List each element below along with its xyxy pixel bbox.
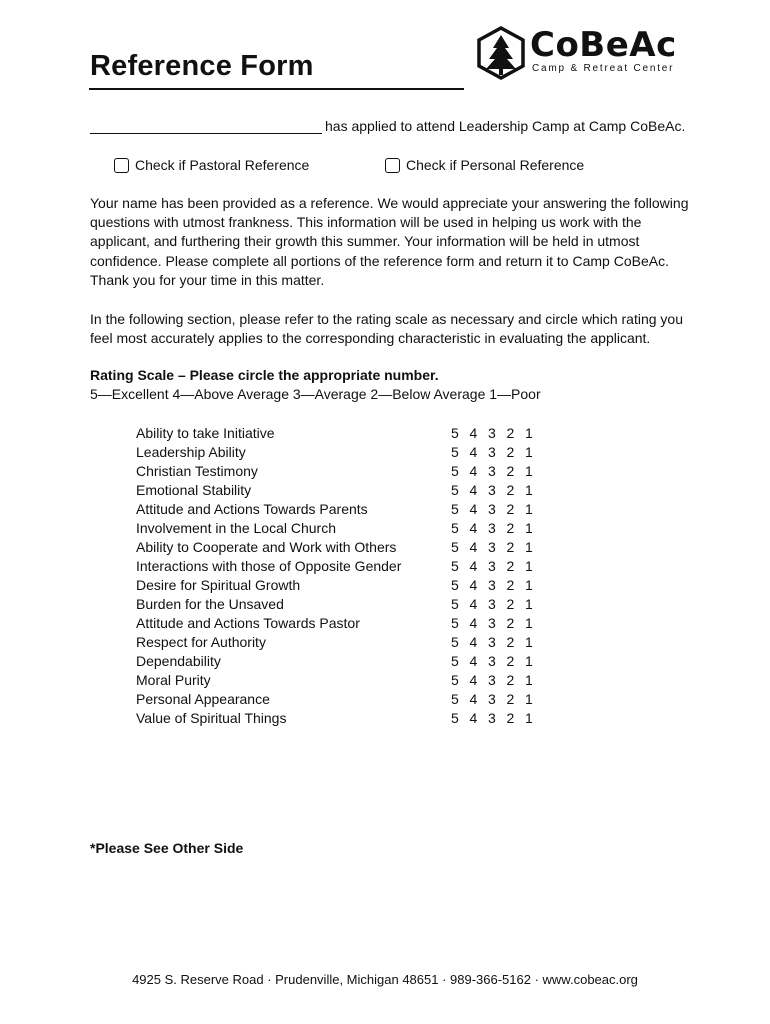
logo-wordmark: CoBeAc	[530, 25, 677, 65]
logo-subtitle: Camp & Retreat Center	[532, 63, 675, 74]
rating-options	[451, 558, 544, 574]
personal-reference-checkbox[interactable]	[385, 158, 400, 173]
rating-option-2[interactable]: 2	[506, 558, 515, 575]
rating-options	[451, 482, 544, 498]
rating-row	[136, 689, 544, 708]
rating-option-3[interactable]: 3	[488, 501, 496, 518]
instructions-paragraph: Your name has been provided as a reference. We would appreciate your answering the following questions with utmost frankness. This information will be used in helping us work with the applicant, and furthering their growth this summer. Your information will be held in utmost confidence. Please complete all portions of the reference form and return it to Camp CoBeAc. Thank you for your time in this matter.	[90, 195, 689, 288]
rating-row	[136, 651, 544, 670]
rating-row	[136, 708, 544, 727]
rating-item-label: Personal Appearance	[136, 690, 270, 707]
rating-option-2[interactable]: 2	[506, 709, 515, 726]
see-other-side-note: *Please See Other Side	[90, 840, 244, 856]
rating-option-2[interactable]: 2	[506, 652, 515, 669]
rating-option-1[interactable]: 1	[525, 633, 533, 650]
rating-options	[451, 615, 544, 631]
rating-option-5[interactable]: 5	[451, 633, 459, 650]
rating-list	[136, 424, 544, 727]
rating-row	[136, 538, 544, 557]
rating-option-2[interactable]: 2	[506, 425, 515, 442]
rating-option-3[interactable]: 3	[488, 576, 496, 593]
rating-row	[136, 557, 544, 576]
rating-options	[451, 501, 544, 517]
rating-option-5[interactable]: 5	[451, 690, 459, 707]
rating-option-2[interactable]: 2	[506, 520, 515, 537]
rating-option-1[interactable]: 1	[525, 614, 533, 631]
rating-option-5[interactable]: 5	[451, 482, 459, 499]
rating-option-4[interactable]: 4	[469, 690, 478, 707]
rating-options	[451, 444, 544, 460]
rating-option-3[interactable]: 3	[488, 425, 496, 442]
rating-item-label: Desire for Spiritual Growth	[136, 576, 301, 593]
rating-item-label: Involvement in the Local Church	[136, 520, 336, 537]
rating-row	[136, 462, 544, 481]
rating-option-5[interactable]: 5	[451, 614, 459, 631]
rating-option-3[interactable]: 3	[488, 614, 496, 631]
rating-row	[136, 576, 544, 595]
page-title: Reference Form	[90, 50, 314, 82]
pine-tree-hexagon-icon	[474, 26, 528, 80]
rating-option-1[interactable]: 1	[525, 652, 533, 669]
rating-options	[451, 653, 544, 669]
rating-row	[136, 443, 544, 462]
rating-option-5[interactable]: 5	[451, 444, 459, 461]
rating-option-3[interactable]: 3	[488, 558, 496, 575]
rating-option-1[interactable]: 1	[525, 425, 533, 442]
rating-option-4[interactable]: 4	[469, 539, 478, 556]
rating-option-2[interactable]: 2	[506, 595, 515, 612]
rating-row	[136, 481, 544, 500]
rating-option-4[interactable]: 4	[469, 482, 478, 499]
rating-item-label: Ability to Cooperate and Work with Others	[136, 539, 397, 556]
rating-option-5[interactable]: 5	[451, 539, 459, 556]
rating-option-1[interactable]: 1	[525, 709, 533, 726]
rating-option-1[interactable]: 1	[525, 595, 533, 612]
rating-options	[451, 520, 544, 536]
rating-option-5[interactable]: 5	[451, 576, 459, 593]
rating-options	[451, 539, 544, 555]
rating-option-4[interactable]: 4	[469, 501, 478, 518]
rating-option-2[interactable]: 2	[506, 482, 515, 499]
rating-option-2[interactable]: 2	[506, 671, 515, 688]
rating-options	[451, 710, 544, 726]
rating-option-5[interactable]: 5	[451, 520, 459, 537]
rating-option-5[interactable]: 5	[451, 501, 459, 518]
rating-options	[451, 634, 544, 650]
rating-option-3[interactable]: 3	[488, 595, 496, 612]
rating-row	[136, 519, 544, 538]
rating-options	[451, 577, 544, 593]
rating-option-5[interactable]: 5	[451, 425, 459, 442]
rating-option-3[interactable]: 3	[488, 539, 496, 556]
rating-option-1[interactable]: 1	[525, 558, 533, 575]
rating-options	[451, 463, 544, 479]
rating-option-4[interactable]: 4	[469, 576, 478, 593]
rating-option-4[interactable]: 4	[469, 633, 478, 650]
rating-option-5[interactable]: 5	[451, 671, 459, 688]
rating-option-5[interactable]: 5	[451, 463, 459, 480]
rating-item-label: Christian Testimony	[136, 463, 258, 480]
rating-option-2[interactable]: 2	[506, 463, 515, 480]
rating-option-2[interactable]: 2	[506, 614, 515, 631]
rating-instructions-paragraph: In the following section, please refer to the rating scale as necessary and circle which rating you feel most accurately applies to the corresponding characteristic in evaluating the applicant.	[90, 311, 683, 347]
rating-option-1[interactable]: 1	[525, 539, 533, 556]
rating-option-2[interactable]: 2	[506, 690, 515, 707]
rating-option-1[interactable]: 1	[525, 444, 533, 461]
rating-option-2[interactable]: 2	[506, 444, 515, 461]
rating-option-3[interactable]: 3	[488, 652, 496, 669]
rating-item-label: Burden for the Unsaved	[136, 595, 284, 612]
applicant-name-field[interactable]	[90, 133, 322, 134]
rating-option-4[interactable]: 4	[469, 425, 478, 442]
rating-option-2[interactable]: 2	[506, 576, 515, 593]
rating-option-4[interactable]: 4	[469, 614, 478, 631]
rating-item-label: Dependability	[136, 652, 221, 669]
rating-option-5[interactable]: 5	[451, 652, 459, 669]
rating-option-3[interactable]: 3	[488, 690, 496, 707]
rating-option-1[interactable]: 1	[525, 576, 533, 593]
rating-item-label: Respect for Authority	[136, 633, 266, 650]
rating-row	[136, 670, 544, 689]
rating-option-4[interactable]: 4	[469, 444, 478, 461]
rating-option-2[interactable]: 2	[506, 501, 515, 518]
rating-options	[451, 425, 544, 441]
rating-item-label: Ability to take Initiative	[136, 425, 275, 442]
rating-row	[136, 594, 544, 613]
rating-option-3[interactable]: 3	[488, 671, 496, 688]
footer-contact: 4925 S. Reserve Road · Prudenville, Michigan 48651 · 989-366-5162 · www.cobeac.org	[132, 972, 638, 987]
title-underline	[89, 88, 464, 90]
rating-item-label: Interactions with those of Opposite Gender	[136, 558, 402, 575]
rating-scale-heading: Rating Scale – Please circle the appropriate number.	[90, 367, 439, 383]
rating-item-label: Moral Purity	[136, 671, 211, 688]
rating-option-4[interactable]: 4	[469, 558, 478, 575]
applicant-sentence: has applied to attend Leadership Camp at Camp CoBeAc.	[325, 118, 686, 134]
rating-option-2[interactable]: 2	[506, 539, 515, 556]
pastoral-reference-label: Check if Pastoral Reference	[135, 157, 310, 173]
rating-option-1[interactable]: 1	[525, 690, 533, 707]
rating-option-2[interactable]: 2	[506, 633, 515, 650]
rating-row	[136, 632, 544, 651]
rating-option-1[interactable]: 1	[525, 501, 533, 518]
rating-item-label: Value of Spiritual Things	[136, 709, 287, 726]
rating-options	[451, 691, 544, 707]
pastoral-reference-option[interactable]	[114, 157, 309, 173]
rating-option-5[interactable]: 5	[451, 709, 459, 726]
personal-reference-label: Check if Personal Reference	[406, 157, 585, 173]
rating-item-label: Leadership Ability	[136, 444, 246, 461]
rating-item-label: Attitude and Actions Towards Parents	[136, 501, 368, 518]
rating-option-4[interactable]: 4	[469, 463, 478, 480]
rating-option-4[interactable]: 4	[469, 652, 478, 669]
rating-options	[451, 596, 544, 612]
rating-option-3[interactable]: 3	[488, 633, 496, 650]
rating-option-1[interactable]: 1	[525, 671, 533, 688]
rating-row	[136, 613, 544, 632]
rating-option-5[interactable]: 5	[451, 595, 459, 612]
rating-item-label: Attitude and Actions Towards Pastor	[136, 614, 360, 631]
rating-item-label: Emotional Stability	[136, 482, 252, 499]
rating-row	[136, 424, 544, 443]
rating-option-3[interactable]: 3	[488, 463, 496, 480]
rating-option-3[interactable]: 3	[488, 482, 496, 499]
rating-options	[451, 672, 544, 688]
rating-option-5[interactable]: 5	[451, 558, 459, 575]
rating-option-1[interactable]: 1	[525, 520, 533, 537]
rating-option-3[interactable]: 3	[488, 520, 496, 537]
rating-option-1[interactable]: 1	[525, 463, 533, 480]
rating-option-4[interactable]: 4	[469, 709, 478, 726]
rating-option-1[interactable]: 1	[525, 482, 533, 499]
rating-row	[136, 500, 544, 519]
rating-scale-legend: 5—Excellent 4—Above Average 3—Average 2—Below Average 1—Poor	[90, 386, 541, 402]
rating-option-3[interactable]: 3	[488, 709, 496, 726]
rating-option-4[interactable]: 4	[469, 671, 478, 688]
personal-reference-option[interactable]	[385, 157, 584, 173]
rating-option-4[interactable]: 4	[469, 520, 478, 537]
pastoral-reference-checkbox[interactable]	[114, 158, 129, 173]
rating-option-4[interactable]: 4	[469, 595, 478, 612]
rating-option-3[interactable]: 3	[488, 444, 496, 461]
